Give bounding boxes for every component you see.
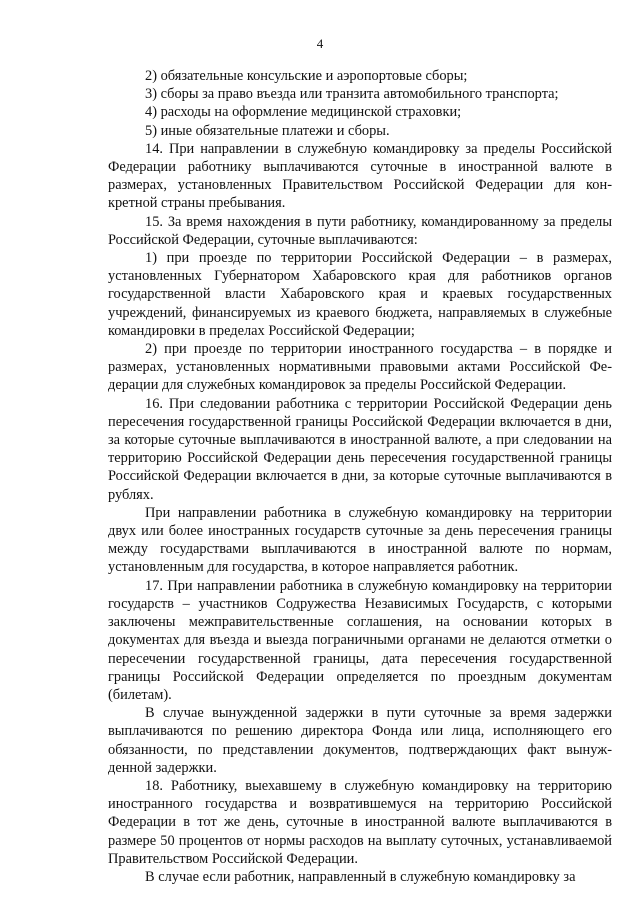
list-item-3: 3) сборы за право въезда или транзита автомобильного транспорта; [145, 86, 559, 103]
clause-16-paragraph-2: При направлении работника в служебную командировку на территории двух или более иностранных государств суточные за день пересечения границы между государствами выплачиваются в иностранной валюте по нормам, установленным для государства, в которое направляется работник. [108, 504, 612, 576]
clause-17: 17. При направлении работника в служебную командировку на территории государств – участников Содружества Независимых Государств, с которыми заключены межправительственные соглашения, на основании которых в документах для въезда и выезда пограничными органами не делаются отметки о пересечении государственной границы, дата пересечения государственной границы Российской Федерации определяется по проездным документам (билетам). [108, 577, 612, 703]
clause-15: 15. За время нахождения в пути работнику, командированному за пределы Российской Федерации, суточные выплачиваются: [108, 213, 612, 248]
clause-15-item-2: 2) при проезде по территории иностранного государства – в порядке и размерах, установленных нормативными правовыми актами Российской Федерации для служебных командировок за пределы Российской Федерации. [108, 341, 612, 394]
clause-18: 18. Работнику, выехавшему в служебную командировку на территорию иностранного государства и возвратившемуся на территорию Российской Федерации в тот же день, суточные в иностранной валюте выплачиваются в размере 50 процентов от нормы расходов на выплату суточных, устанавливаемой Правительством Российской Федерации. [108, 777, 612, 867]
clause-17-paragraph-2: В случае вынужденной задержки в пути суточные за время задержки выплачиваются по решению директора Фонда или лица, исполняющего его обязанности, по представлении документов, подтверждающих факт вынужденной задержки. [108, 705, 612, 776]
page-number: 4 [316, 36, 324, 51]
clause-18-paragraph-2: В случае если работник, направленный в служебную командировку за [145, 868, 576, 885]
clause-15-item-1: 1) при проезде по территории Российской Федерации – в размерах, установленных Губернатором Хабаровского края для работников органов государственной власти Хабаровского края и краевых государственных учреждений, финансируемых из краевого бюджета, направляемых в служебные командировки в пределах Российской Федерации; [108, 250, 612, 339]
list-item-5: 5) иные обязательные платежи и сборы. [145, 122, 390, 139]
clause-14: 14. При направлении в служебную командировку за пределы Российской Федерации работнику выплачиваются суточные в иностранной валюте в размерах, установленных Правительством Российской Федерации для конкретной страны пребывания. [108, 140, 612, 212]
clause-16: 16. При следовании работника с территории Российской Федерации день пересечения государственной границы Российской Федерации включается в дни, за которые суточные выплачиваются в иностранной валюте, а при следовании на территорию Российской Федерации день пересечения государственной границы Российской Федерации включается в дни, за которые суточные выплачиваются в рублях. [108, 395, 612, 503]
list-item-2: 2) обязательные консульские и аэропортовые сборы; [145, 68, 468, 84]
list-item-4: 4) расходы на оформление медицинской страховки; [145, 104, 462, 121]
document-body [108, 67, 612, 886]
